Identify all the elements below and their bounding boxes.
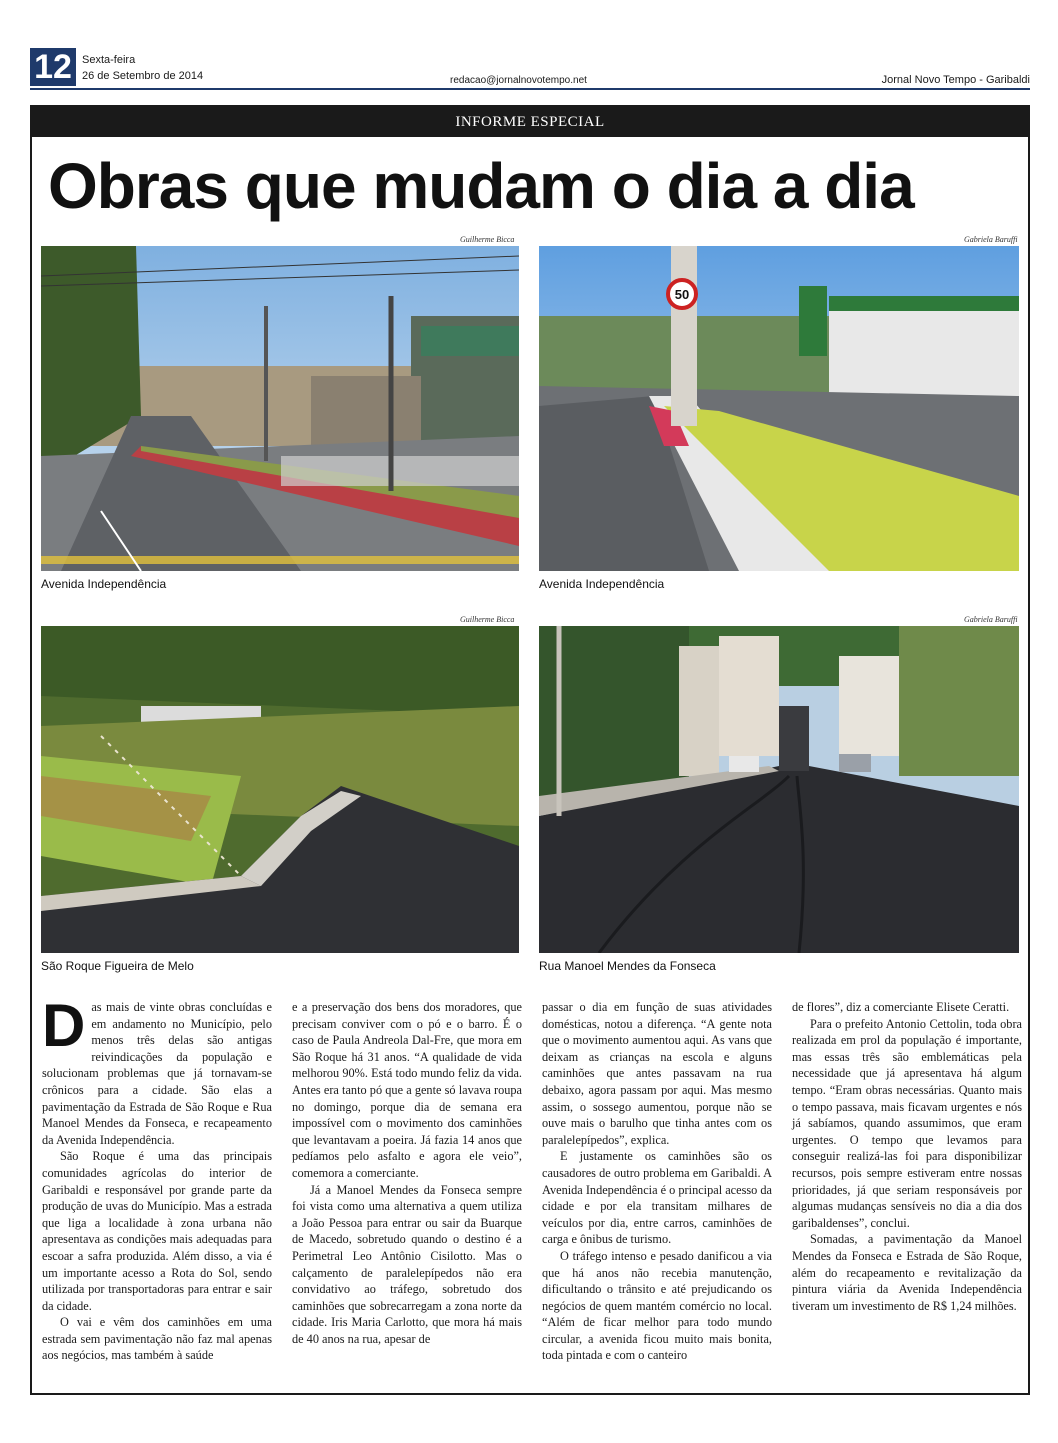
photo-credit-3: Guilherme Bicca	[460, 615, 515, 624]
article-column-4	[792, 999, 1022, 1314]
article-frame	[30, 105, 1030, 1395]
photo-avenida-independencia-1	[41, 246, 519, 571]
page-header	[30, 44, 1030, 90]
header-email[interactable]: redacao@jornalnovotempo.net	[450, 75, 587, 86]
article-body	[42, 992, 1022, 1391]
article-paragraph: passar o dia em função de suas atividades domésticas, notou a diferença. “A gente nota que o movimento aumentou aqui. As vans que deixam as crianças na escola e alguns caminhões que antes passavam na rua debaixo, agora passam por aqui. Mas mesmo assim, o sossego aumentou, porque não se ouve mais o barulho que tinha antes com os paralelepípedos”, explica.	[542, 1000, 772, 1147]
header-date: 26 de Setembro de 2014	[82, 70, 204, 82]
article-paragraph: O tráfego intenso e pesado danificou a via que há anos não recebia manutenção, dificultando o trânsito e até prejudicando os negócios de quem mantém comércio no local. “Além de ficar melhor para todo mundo circular, a avenida ficou muito mais bonita, toda pintada e com o canteiro	[542, 1248, 772, 1363]
article-paragraph: E justamente os caminhões são os causadores de outro problema em Garibaldi. A Avenida Independência é o principal acesso da cidade e por ela transitam milhares de veículos por dia, entre carros, caminhões de carga e ônibus de turismo.	[542, 1149, 772, 1247]
article-paragraph: e a preservação dos bens dos moradores, que precisam conviver com o pó e o barro. É o caso de Paula Andreola Dal-Fre, que mora em São Roque há 31 anos. “A qualidade de vida melhorou 90%. Está todo mundo feliz da vida. Antes era tanto pó que a gente só lavava roupa no domingo, porque dia de semana era impossível com o movimento dos caminhões que levantavam a poeira. Já fazia 14 anos que pedíamos pelo asfalto e agora ele veio”, comemora a comerciante.	[292, 1000, 522, 1180]
article-paragraph: de flores”, diz a comerciante Elisete Ceratti.	[792, 1000, 1010, 1014]
article-column-3	[542, 999, 772, 1364]
photo-caption-1: Avenida Independência	[41, 577, 167, 591]
speed-limit-sign: 50	[674, 287, 690, 302]
article-paragraph: Para o prefeito Antonio Cettolin, toda obra realizada em prol da população é importante, mas essas três são emblemáticas pela necessidade que já apresentava há algum tempo. “Eram obras necessárias. Quanto mais o tempo passava, mais ficavam urgentes e nós já sabíamos, quando assumimos, que eram urgentes. O tempo que levamos para conseguir realizá-las foi para disponibilizar recursos, pois sempre estiveram entre nossas prioridades, já que seriam responsáveis por algumas mudanças sensíveis no dia a dia dos garibaldenses”, conclui.	[792, 1016, 1022, 1230]
header-rule	[30, 88, 1030, 90]
photo-caption-4: Rua Manoel Mendes da Fonseca	[539, 959, 716, 973]
photo-credit-4: Gabriela Baruffi	[964, 615, 1018, 624]
article-column-1	[42, 992, 272, 1364]
article-paragraph: Já a Manoel Mendes da Fonseca sempre foi vista como uma alternativa a quem utiliza a João Pessoa para entrar ou sair da Buarque de Macedo, sobretudo quando o destino é a Perimetral Leo Antônio Cisilotto. Mas o calçamento de paralelepípedos não era convidativo ao tráfego, sobretudo dos caminhões que sobrecarregam a zona norte da cidade. Iris Maria Carlotto, que mora há mais de 40 anos na rua, apesar de	[292, 1182, 522, 1346]
photo-rua-manoel-mendes	[539, 626, 1019, 953]
header-paper-name: Jornal Novo Tempo - Garibaldi	[881, 74, 1030, 86]
article-paragraph: Somadas, a pavimentação da Manoel Mendes da Fonseca e Estrada de São Roque, além do recapeamento e revitalização da pintura viária da Avenida Independência tiveram um investimento de R$ 1,24 milhões.	[792, 1232, 1022, 1313]
photo-avenida-independencia-2	[539, 246, 1019, 571]
header-day: Sexta-feira	[82, 54, 136, 66]
drop-cap: D	[42, 992, 86, 1059]
photo-sao-roque	[41, 626, 519, 953]
photo-caption-3: São Roque Figueira de Melo	[41, 959, 194, 973]
photo-caption-2: Avenida Independência	[539, 577, 665, 591]
article-column-2	[292, 999, 522, 1347]
headline: Obras que mudam o dia a dia	[48, 150, 914, 222]
article-paragraph: Das mais de vinte obras concluídas e em andamento no Município, pelo menos três delas são antigas reivindicações da população e solucionam problemas que já tornavam-se crônicos para a cidade. São elas a pavimentação da Estrada de São Roque e Rua Manoel Mendes da Fonseca, e recapeamento da Avenida Independência.	[42, 992, 272, 1147]
photo-credit-1: Guilherme Bicca	[460, 235, 515, 244]
page-number: 12	[30, 48, 76, 86]
photo-credit-2: Gabriela Baruffi	[964, 235, 1018, 244]
article-paragraph: O vai e vêm dos caminhões em uma estrada sem pavimentação não faz mal apenas aos negócios, mas também à saúde	[42, 1315, 272, 1363]
article-paragraph: São Roque é uma das principais comunidades agrícolas do interior de Garibaldi e responsável por grande parte da produção de uvas do Município. Mas a estrada que liga a localidade à zona urbana não apresentava as condições mais adequadas para escoar a safra produzida. Além disso, a via é um importante acesso a Rota do Sol, sendo utilizada por transportadoras para entrar e sair da cidade.	[42, 1149, 272, 1313]
section-banner: INFORME ESPECIAL	[32, 107, 1028, 137]
